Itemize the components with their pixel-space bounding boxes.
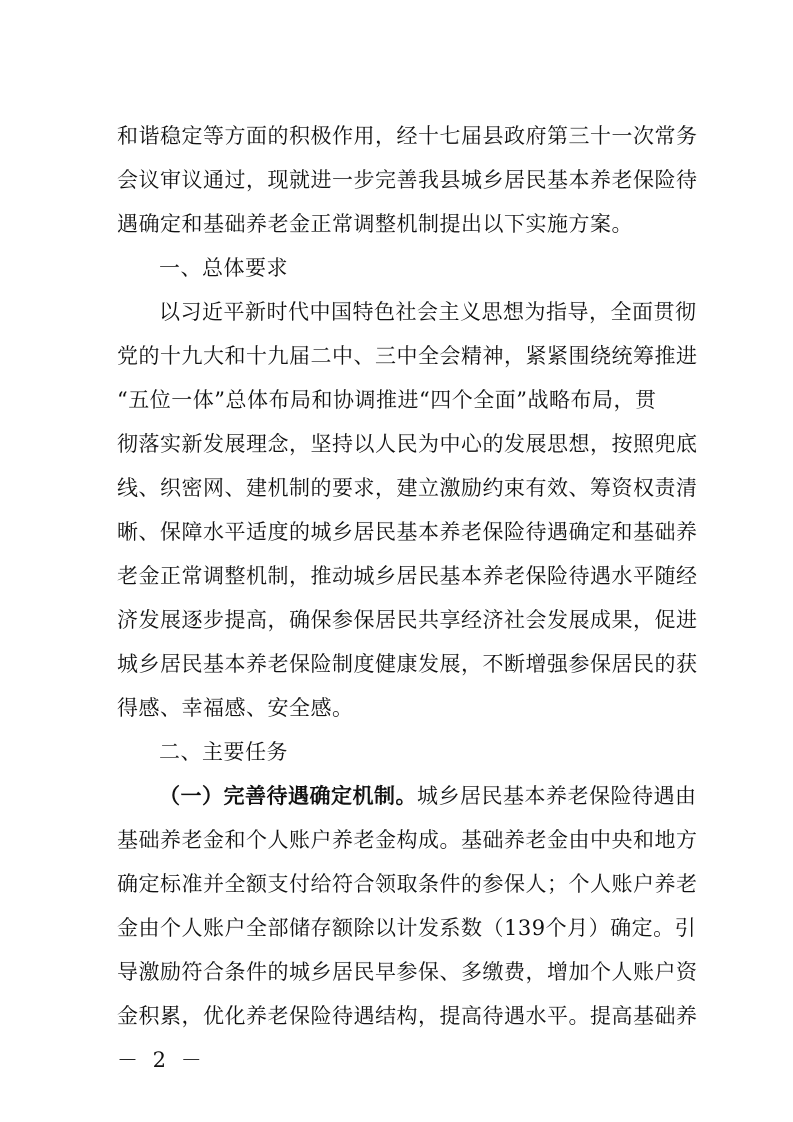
body-text-line: 会议审议通过，现就进一步完善我县城乡居民基本养老保险待 (117, 168, 698, 192)
body-text-line: “五位一体”总体布局和协调推进“四个全面”战略布局，贯 (117, 388, 657, 412)
body-text-line: 老金正常调整机制，推动城乡居民基本养老保险待遇水平随经 (117, 564, 698, 588)
body-text-line: 导激励符合条件的城乡居民早参保、多缴费，增加个人账户资 (117, 960, 698, 984)
body-text-line-with-subheading (159, 776, 697, 816)
body-text-line: 济发展逐步提高，确保参保居民共享经济社会发展成果，促进 (117, 608, 698, 632)
body-text-line: 晰、保障水平适度的城乡居民基本养老保险待遇确定和基础养 (117, 520, 698, 544)
body-text-line: 确定标准并全额支付给符合领取条件的参保人；个人账户养老 (117, 872, 698, 896)
body-text-line: 彻落实新发展理念，坚持以人民为中心的发展思想，按照兜底 (117, 432, 698, 456)
subheading-improve-mechanism: （一）完善待遇确定机制。 (159, 783, 417, 808)
body-text-line: 金由个人账户全部储存额除以计发系数（139个月）确定。引 (117, 916, 697, 940)
body-text-line: 党的十九大和十九届二中、三中全会精神，紧紧围绕统筹推进 (117, 344, 698, 368)
body-text-line: 遇确定和基础养老金正常调整机制提出以下实施方案。 (117, 212, 633, 236)
section-heading-general-requirements: 一、总体要求 (159, 256, 288, 280)
body-text-line: 城乡居民基本养老保险制度健康发展，不断增强参保居民的获 (117, 652, 698, 676)
section-heading-main-tasks: 二、主要任务 (159, 740, 288, 764)
body-text-fragment: 城乡居民基本养老保险待遇由 (417, 784, 697, 808)
body-text-line: 线、织密网、建机制的要求，建立激励约束有效、筹资权责清 (117, 476, 698, 500)
page-number: － 2 － (117, 1048, 206, 1072)
body-text-line: 得感、幸福感、安全感。 (117, 696, 354, 720)
body-text-line: 以习近平新时代中国特色社会主义思想为指导，全面贯彻 (159, 300, 697, 324)
body-text-line: 金积累，优化养老保险待遇结构，提高待遇水平。提高基础养 (117, 1004, 698, 1028)
body-text-line: 基础养老金和个人账户养老金构成。基础养老金由中央和地方 (117, 828, 698, 852)
body-text-line: 和谐稳定等方面的积极作用，经十七届县政府第三十一次常务 (117, 124, 698, 148)
